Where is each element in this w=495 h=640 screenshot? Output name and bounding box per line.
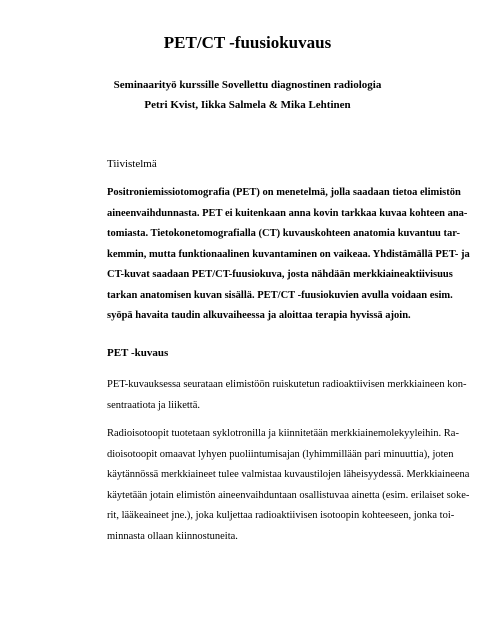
paragraph-line: Radioisotoopit tuotetaan syklotronilla ja kiinnitetään merkkiainemolekyyleihin. Ra- bbox=[107, 428, 459, 439]
paragraph-line: minnasta ollaan kiinnostuneita. bbox=[107, 530, 238, 542]
paragraph-line: rit, lääkeaineet jne.), joka kuljettaa radioaktiivisen isotoopin kohteeseen, jonka toi- bbox=[107, 510, 455, 521]
abstract-line: Positroniemissiotomografia (PET) on menetelmä, jolla saadaan tietoa elimistön bbox=[107, 187, 461, 198]
authors-line: Petri Kvist, Iikka Salmela & Mika Lehtinen bbox=[144, 99, 351, 111]
abstract-line: tomiasta. Tietokonetomografialla (CT) kuvauskohteen anatomia kuvantuu tar- bbox=[107, 228, 461, 239]
abstract-line: kemmin, mutta funktionaalinen kuvantaminen on vaikeaa. Yhdistämällä PET- ja bbox=[107, 248, 470, 260]
course-subtitle: Seminaarityö kurssille Sovellettu diagnostinen radiologia bbox=[113, 79, 382, 91]
paragraph-line: dioisotoopit omaavat lyhyen puoliintumisajan (lyhimmillään pari minuuttia), joten bbox=[107, 448, 454, 460]
abstract-line: aineenvaihdunnasta. PET ei kuitenkaan anna kovin tarkkaa kuvaa kohteen ana- bbox=[107, 207, 468, 219]
paragraph-line: sentraatiota ja liikettä. bbox=[107, 399, 201, 411]
paragraph-line: käytetään jotain elimistön aineenvaihduntaan osallistuvaa ainetta (esim. erilaiset soke- bbox=[107, 489, 470, 501]
page-title: PET/CT -fuusiokuvaus bbox=[163, 33, 332, 52]
section-paragraph-1 bbox=[107, 375, 467, 416]
abstract-heading: Tiivistelmä bbox=[107, 158, 157, 170]
abstract-line: tarkan anatomisen kuvan sisällä. PET/CT -fuusiokuvien avulla voidaan esim. bbox=[107, 289, 453, 301]
paragraph-line: PET-kuvauksessa seurataan elimistöön ruiskutetun radioaktiivisen merkkiaineen kon- bbox=[107, 379, 467, 390]
abstract-line: syöpä havaita taudin alkuvaiheessa ja aloittaa terapia hyvissä ajoin. bbox=[107, 310, 411, 321]
section-paragraph-2 bbox=[107, 424, 470, 547]
abstract-paragraph bbox=[107, 183, 470, 327]
paragraph-line: käytännössä merkkiaineet tulee valmistaa kuvaustilojen läheisyydessä. Merkkiaineena bbox=[107, 469, 470, 480]
abstract-line: CT-kuvat saadaan PET/CT-fuusiokuva, josta nähdään merkkiaineaktiivisuus bbox=[107, 269, 453, 280]
section-heading: PET -kuvaus bbox=[107, 347, 169, 359]
